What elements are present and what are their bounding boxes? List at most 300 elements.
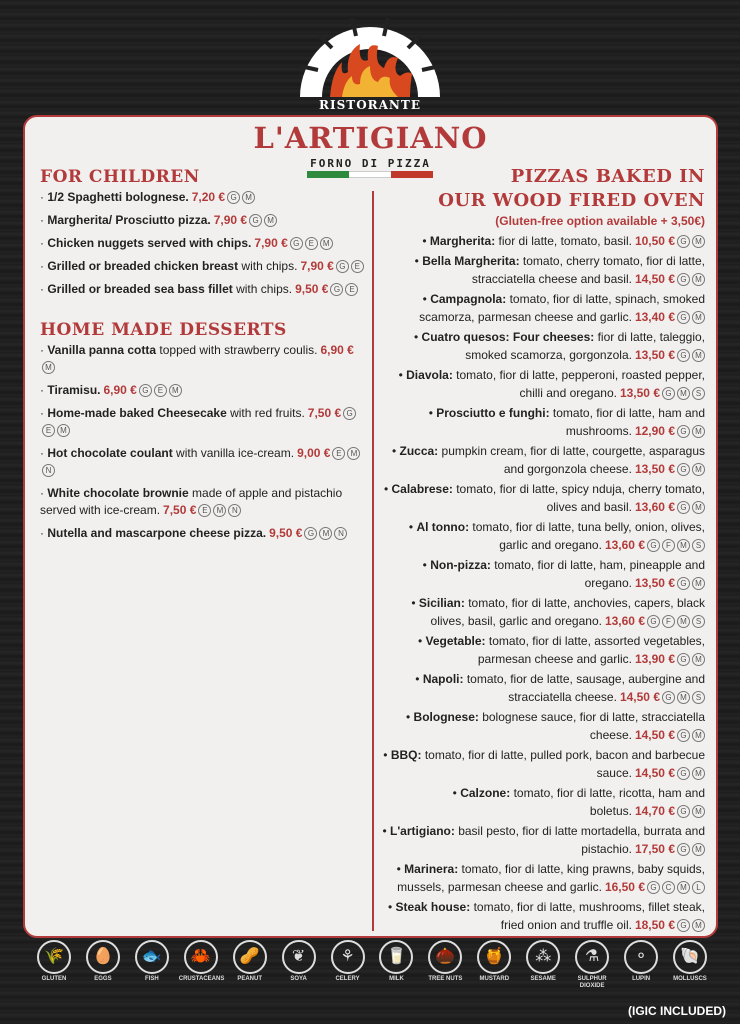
item-price: 12,90 € (634, 424, 675, 438)
item-description: with red fruits. (226, 406, 305, 420)
allergen-icon: G (677, 577, 690, 590)
allergen-icon: G (677, 767, 690, 780)
menu-item (377, 480, 705, 516)
legend-icon: 🌾 (37, 940, 71, 974)
item-description: tomato, fior di latte, tuna belly, onion, olives, garlic and oregano. (469, 520, 705, 552)
item-name: Non-pizza: (430, 558, 491, 572)
allergen-icon: S (692, 387, 705, 400)
item-price: 13,40 € (634, 310, 675, 324)
item-allergens (675, 348, 705, 362)
allergen-icon: G (677, 273, 690, 286)
item-name: Bolognese: (413, 710, 479, 724)
item-bullet: · (40, 526, 48, 540)
item-price: 13,50 € (619, 386, 660, 400)
igic-note: (IGIC INCLUDED) (628, 1004, 726, 1018)
item-description: tomato, fior di latte, mushrooms, fillet steak, fried onion and truffle oil. (470, 900, 705, 932)
allergen-icon: G (677, 729, 690, 742)
menu-item (377, 232, 705, 250)
legend-item (179, 940, 223, 990)
item-allergens (645, 614, 705, 628)
allergen-icon: M (677, 691, 690, 704)
item-name: Chicken nuggets served with chips. (47, 236, 252, 250)
legend-icon: 🥛 (379, 940, 413, 974)
item-price: 7,90 € (254, 236, 288, 250)
left-column (40, 165, 368, 548)
allergen-icon: M (692, 311, 705, 324)
allergen-icon: G (677, 653, 690, 666)
item-bullet: • (383, 748, 391, 762)
allergen-icon: F (662, 539, 675, 552)
item-description: made of apple and pistachio served with ice-cream. (40, 486, 343, 517)
allergen-icon: E (345, 283, 358, 296)
item-bullet: • (422, 558, 431, 572)
allergen-icon: G (677, 501, 690, 514)
item-allergens (328, 282, 358, 296)
item-name: Tiramisu. (47, 383, 101, 397)
item-price: 9,50 € (295, 282, 329, 296)
allergen-icon: M (692, 729, 705, 742)
item-allergens (675, 728, 705, 742)
item-name: Vanilla panna cotta (47, 343, 157, 357)
item-name: 1/2 Spaghetti bolognese. (47, 190, 189, 204)
item-allergens (675, 766, 705, 780)
menu-item (377, 860, 705, 896)
item-name: Steak house: (395, 900, 471, 914)
item-name: Calzone: (460, 786, 511, 800)
legend-item (423, 940, 467, 990)
item-description: tomato, fior di latte, anchovies, capers, black olives, basil, garlic and oregano. (430, 596, 705, 628)
allergen-icon: M (692, 349, 705, 362)
item-name: Margherita/ Prosciutto pizza. (47, 213, 211, 227)
item-price: 13,50 € (634, 348, 675, 362)
allergen-icon: G (647, 881, 660, 894)
allergen-icon: G (647, 615, 660, 628)
column-divider (372, 191, 374, 931)
item-bullet: · (40, 190, 48, 204)
allergen-icon: G (227, 191, 240, 204)
item-bullet: • (382, 824, 390, 838)
item-price: 10,50 € (634, 234, 675, 248)
item-allergens (225, 190, 255, 204)
item-allergens (196, 503, 241, 517)
menu-item (40, 485, 368, 519)
allergen-icon: M (692, 653, 705, 666)
item-description: tomato, fior de latte, sausage, aubergine and stracciatella cheese. (463, 672, 705, 704)
legend-item (277, 940, 321, 990)
item-name: Hot chocolate coulant (47, 446, 173, 460)
legend-icon: 🐚 (673, 940, 707, 974)
menu-item (377, 746, 705, 782)
allergen-icon: E (305, 237, 318, 250)
menu-item (377, 784, 705, 820)
item-allergens (675, 272, 705, 286)
pizzas-title-line1: PIZZAS BAKED IN (510, 166, 705, 187)
legend-item (570, 940, 614, 990)
item-bullet: · (40, 486, 48, 500)
item-price: 9,00 € (297, 446, 331, 460)
legend-item (472, 940, 516, 990)
allergen-icon: N (228, 504, 241, 517)
legend-icon: ⁂ (526, 940, 560, 974)
allergen-icon: S (692, 539, 705, 552)
item-bullet: • (452, 786, 461, 800)
allergen-icon: S (692, 691, 705, 704)
allergen-icon: G (662, 691, 675, 704)
desserts-list (40, 342, 368, 542)
item-bullet: • (398, 368, 407, 382)
children-section-title: FOR CHILDREN (40, 167, 200, 187)
item-name: White chocolate brownie (47, 486, 189, 500)
item-price: 16,50 € (604, 880, 645, 894)
item-bullet: · (40, 383, 48, 397)
item-name: Calabrese: (391, 482, 453, 496)
menu-item (40, 235, 368, 252)
menu-item (40, 445, 368, 479)
legend-item (228, 940, 272, 990)
item-bullet: · (40, 282, 48, 296)
item-name: Diavola: (406, 368, 453, 382)
allergen-icon: G (249, 214, 262, 227)
item-bullet: · (40, 406, 48, 420)
item-bullet: • (411, 596, 419, 610)
brand-title: L'ARTIGIANO (253, 121, 488, 155)
menu-item (377, 404, 705, 440)
item-allergens (675, 804, 705, 818)
legend-item (81, 940, 125, 990)
item-price: 7,90 € (300, 259, 334, 273)
allergen-icon: G (336, 260, 349, 273)
item-description: fior di latte, taleggio, smoked scamorza, gorgonzola. (465, 330, 705, 362)
menu-item (377, 328, 705, 364)
item-bullet: · (40, 343, 48, 357)
item-allergens (247, 213, 277, 227)
item-name: Cuatro quesos: Four cheeses: (421, 330, 595, 344)
allergen-icon: G (677, 349, 690, 362)
item-price: 13,90 € (634, 652, 675, 666)
allergen-icon: G (290, 237, 303, 250)
allergen-icon: M (692, 767, 705, 780)
allergen-icon: E (154, 384, 167, 397)
item-price: 7,50 € (163, 503, 197, 517)
legend-label: MUSTARD (479, 976, 510, 982)
item-price: 7,90 € (213, 213, 248, 227)
item-description: tomato, fior di latte, spicy nduja, cherry tomato, olives and basil. (452, 482, 705, 514)
allergen-icon: G (677, 311, 690, 324)
legend-label: SOYA (290, 976, 307, 982)
allergen-icon: E (332, 447, 345, 460)
allergen-icon: G (677, 463, 690, 476)
item-bullet: • (383, 482, 392, 496)
allergen-icon: M (692, 425, 705, 438)
legend-label: SESAME (530, 976, 556, 982)
allergen-icon: M (692, 843, 705, 856)
item-allergens (645, 538, 705, 552)
item-name: Nutella and mascarpone cheese pizza. (47, 526, 267, 540)
menu-item (377, 366, 705, 402)
allergen-icon: G (677, 843, 690, 856)
item-allergens (675, 310, 705, 324)
menu-item (377, 708, 705, 744)
allergen-icon: M (692, 235, 705, 248)
item-bullet: • (391, 444, 400, 458)
legend-label: MILK (389, 976, 404, 982)
item-bullet: • (428, 406, 437, 420)
allergen-icon: M (169, 384, 182, 397)
right-column (377, 165, 705, 936)
item-price: 13,60 € (634, 500, 675, 514)
item-description: with chips. (232, 282, 293, 296)
allergen-icon: M (42, 361, 55, 374)
item-allergens (660, 690, 705, 704)
legend-label: GLUTEN (41, 976, 67, 982)
allergen-icon: G (677, 235, 690, 248)
legend-label: TREE NUTS (428, 976, 463, 982)
item-price: 14,50 € (634, 766, 675, 780)
item-allergens (675, 918, 705, 932)
allergen-icon: M (213, 504, 226, 517)
item-name: BBQ: (390, 748, 422, 762)
menu-item (377, 632, 705, 668)
allergen-icon: S (692, 615, 705, 628)
menu-item (40, 342, 368, 376)
menu-item (377, 898, 705, 934)
allergen-icon: M (320, 237, 333, 250)
item-bullet: • (408, 520, 417, 534)
allergen-icon: M (677, 539, 690, 552)
legend-label: EGGS (94, 976, 112, 982)
item-name: Vegetable: (425, 634, 486, 648)
menu-item (40, 281, 368, 298)
item-description: tomato, fior di latte, pepperoni, roasted pepper, chilli and oregano. (452, 368, 705, 400)
item-description: basil pesto, fior di latte mortadella, burrata and pistachio. (454, 824, 705, 856)
allergen-icon: G (677, 919, 690, 932)
item-description: tomato, fior di latte, spinach, smoked scamorza, parmesan cheese and garlic. (419, 292, 705, 324)
item-allergens (675, 576, 705, 590)
item-name: Grilled or breaded sea bass fillet (47, 282, 233, 296)
allergen-icon: G (343, 407, 356, 420)
menu-item (40, 405, 368, 439)
item-allergens (675, 234, 705, 248)
item-bullet: • (422, 234, 430, 248)
legend-icon: 🌰 (428, 940, 462, 974)
item-name: Grilled or breaded chicken breast (47, 259, 239, 273)
item-price: 18,50 € (634, 918, 675, 932)
item-bullet: • (405, 710, 414, 724)
item-description: with chips. (238, 259, 298, 273)
item-bullet: • (417, 634, 426, 648)
pizza-list (377, 232, 705, 934)
allergen-legend (32, 940, 712, 990)
item-allergens (137, 383, 182, 397)
item-bullet: · (40, 446, 48, 460)
allergen-icon: N (334, 527, 347, 540)
item-description: with vanilla ice-cream. (172, 446, 295, 460)
oven-label: RISTORANTE (319, 98, 421, 112)
allergen-icon: M (677, 881, 690, 894)
legend-icon: ⚬ (624, 940, 658, 974)
item-name: Prosciutto e funghi: (436, 406, 550, 420)
item-price: 14,50 € (619, 690, 660, 704)
item-allergens (675, 652, 705, 666)
item-description: pumpkin cream, fior di latte, courgette, asparagus and gorgonzola cheese. (438, 444, 705, 476)
allergen-icon: G (647, 539, 660, 552)
brand-subtitle: FORNO DI PIZZA (310, 157, 431, 170)
menu-item (377, 594, 705, 630)
item-price: 13,50 € (634, 576, 675, 590)
item-allergens (302, 526, 347, 540)
item-price: 14,50 € (634, 272, 675, 286)
allergen-icon: E (351, 260, 364, 273)
allergen-icon: M (692, 273, 705, 286)
legend-label: PEANUT (237, 976, 263, 982)
menu-item (377, 670, 705, 706)
pizzas-title-line2: OUR WOOD FIRED OVEN (438, 190, 705, 211)
legend-label: SULPHUR DIOXIDE (577, 976, 607, 989)
legend-label: LUPIN (632, 976, 651, 982)
item-bullet: • (414, 254, 423, 268)
legend-icon: 🥜 (233, 940, 267, 974)
allergen-icon: E (42, 424, 55, 437)
item-name: Campagnola: (430, 292, 507, 306)
allergen-icon: M (319, 527, 332, 540)
item-price: 7,50 € (307, 406, 342, 420)
legend-icon: 🦀 (184, 940, 218, 974)
legend-icon: ⚗ (575, 940, 609, 974)
menu-item (377, 290, 705, 326)
item-allergens (675, 462, 705, 476)
legend-icon: 🥚 (86, 940, 120, 974)
item-description: tomato, fior di latte, king prawns, baby squids, mussels, parmesan cheese and garlic. (397, 862, 705, 894)
item-price: 6,90 € (320, 343, 354, 357)
allergen-icon: M (264, 214, 277, 227)
item-bullet: • (396, 862, 405, 876)
legend-item (32, 940, 76, 990)
allergen-icon: M (692, 919, 705, 932)
allergen-icon: G (304, 527, 317, 540)
menu-item (377, 252, 705, 288)
item-bullet: · (40, 259, 48, 273)
item-name: Napoli: (422, 672, 464, 686)
allergen-icon: M (677, 615, 690, 628)
item-price: 7,20 € (191, 190, 226, 204)
legend-icon: ⚘ (331, 940, 365, 974)
item-name: Margherita: (429, 234, 496, 248)
item-price: 13,60 € (604, 538, 645, 552)
item-bullet: • (387, 900, 396, 914)
menu-item (40, 258, 368, 275)
menu-item (377, 518, 705, 554)
menu-item (40, 189, 368, 206)
item-allergens (645, 880, 705, 894)
item-allergens (334, 259, 364, 273)
item-description: tomato, fior di latte, pulled pork, bacon and barbecue sauce. (421, 748, 705, 780)
legend-item (130, 940, 174, 990)
item-price: 13,50 € (634, 462, 675, 476)
allergen-icon: N (42, 464, 55, 477)
allergen-icon: M (692, 463, 705, 476)
item-price: 6,90 € (103, 383, 137, 397)
item-description: tomato, fior di latte, assorted vegetables, parmesan cheese and garlic. (477, 634, 705, 666)
item-name: Zucca: (399, 444, 439, 458)
allergen-icon: G (677, 425, 690, 438)
allergen-icon: G (677, 805, 690, 818)
item-bullet: · (40, 213, 48, 227)
allergen-icon: M (242, 191, 255, 204)
item-price: 13,60 € (604, 614, 645, 628)
item-description: topped with strawberry coulis. (156, 343, 318, 357)
legend-icon: 🐟 (135, 940, 169, 974)
item-price: 14,70 € (634, 804, 675, 818)
allergen-icon: M (692, 805, 705, 818)
desserts-section-title: HOME MADE DESSERTS (40, 320, 287, 340)
allergen-icon: G (662, 387, 675, 400)
children-list (40, 189, 368, 298)
legend-label: MOLLUSCS (673, 976, 707, 982)
item-bullet: • (415, 672, 423, 686)
legend-item (619, 940, 663, 990)
menu-card (23, 115, 718, 938)
oven-icon (290, 12, 450, 102)
allergen-icon: G (330, 283, 343, 296)
item-name: Al tonno: (416, 520, 470, 534)
allergen-icon: M (677, 387, 690, 400)
item-name: Home-made baked Cheesecake (47, 406, 227, 420)
item-bullet: · (40, 236, 48, 250)
item-allergens (288, 236, 333, 250)
item-allergens (40, 360, 55, 374)
legend-item (374, 940, 418, 990)
item-bullet: • (422, 292, 431, 306)
item-description: bolognese sauce, fior di latte, stracciatella cheese. (478, 710, 705, 742)
item-price: 9,50 € (269, 526, 303, 540)
allergen-icon: C (662, 881, 675, 894)
item-allergens (675, 500, 705, 514)
allergen-icon: L (692, 881, 705, 894)
menu-item (40, 525, 368, 542)
oven-logo (290, 12, 450, 116)
item-name: Sicilian: (418, 596, 465, 610)
item-bullet: • (414, 330, 422, 344)
item-price: 14,50 € (634, 728, 675, 742)
allergen-icon: M (692, 577, 705, 590)
legend-label: CRUSTACEANS (178, 976, 225, 982)
item-allergens (675, 424, 705, 438)
menu-item (40, 212, 368, 229)
item-name: Marinera: (404, 862, 459, 876)
legend-item (521, 940, 565, 990)
item-name: Bella Margherita: (422, 254, 520, 268)
item-description: tomato, fior di latte, ham, pineapple and oregano. (490, 558, 705, 590)
legend-icon: ❦ (282, 940, 316, 974)
item-name: L'artigiano: (390, 824, 455, 838)
allergen-icon: M (57, 424, 70, 437)
menu-item (40, 382, 368, 399)
legend-item (326, 940, 370, 990)
item-description: fior di latte, tomato, basil. (495, 234, 632, 248)
allergen-icon: F (662, 615, 675, 628)
item-allergens (660, 386, 705, 400)
menu-item (377, 442, 705, 478)
legend-item (668, 940, 712, 990)
allergen-icon: M (692, 501, 705, 514)
allergen-icon: E (198, 504, 211, 517)
allergen-icon: M (347, 447, 360, 460)
item-price: 17,50 € (634, 842, 675, 856)
item-description: tomato, fior di latte, ham and mushrooms. (549, 406, 705, 438)
legend-label: CELERY (335, 976, 360, 982)
item-allergens (675, 842, 705, 856)
menu-item (377, 822, 705, 858)
